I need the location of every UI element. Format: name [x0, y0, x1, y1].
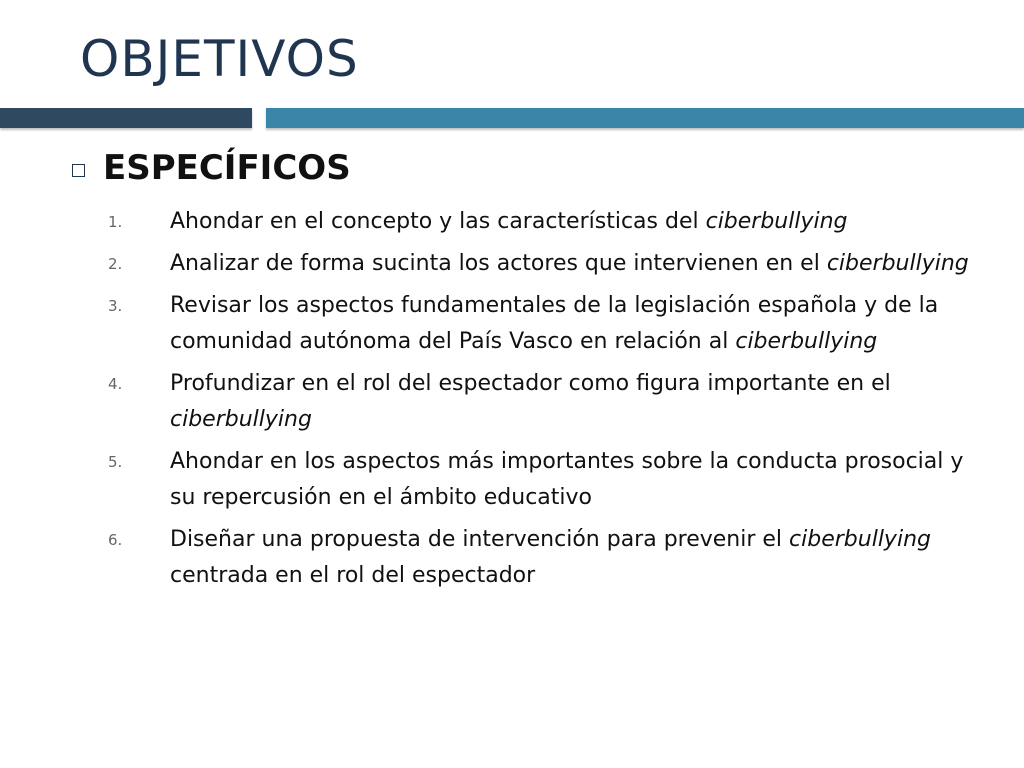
list-item-number: 3.	[108, 297, 123, 315]
list-item-number: 1.	[108, 213, 123, 231]
list-item-number: 6.	[108, 531, 123, 549]
list-item	[108, 288, 978, 360]
list-item	[108, 444, 978, 516]
list-item-term: ciberbullying	[705, 209, 848, 234]
section-heading-row	[72, 148, 351, 188]
list-item	[108, 366, 978, 438]
list-item-text: Analizar de forma sucinta los actores que intervienen en el	[170, 251, 827, 276]
list-item-text: centrada en el rol del espectador	[170, 563, 536, 588]
list-item-number: 2.	[108, 255, 123, 273]
list-item-term: ciberbullying	[789, 527, 931, 552]
list-item-text: Diseñar una propuesta de intervención para prevenir el	[170, 527, 790, 552]
square-bullet-icon	[72, 164, 85, 177]
list-item	[108, 246, 978, 282]
list-item-term: ciberbullying	[826, 251, 969, 276]
list-item-text: Revisar los aspectos fundamentales de la legislación española y de la comunidad autónoma del País Vasco en relación al	[170, 293, 939, 354]
list-item-number: 4.	[108, 375, 123, 393]
list-item-number: 5.	[108, 453, 123, 471]
section-heading: ESPECÍFICOS	[103, 148, 351, 188]
list-item	[108, 204, 978, 240]
title-underline-bar-left	[0, 108, 252, 128]
list-item-text: Ahondar en los aspectos más importantes sobre la conducta prosocial y su repercusión en el ámbito educativo	[170, 449, 964, 510]
title-underline-bar-right	[266, 108, 1024, 128]
list-item-text: Profundizar en el rol del espectador como figura importante en el	[170, 371, 891, 396]
list-item-term: ciberbullying	[735, 329, 878, 354]
objectives-list	[108, 204, 978, 600]
list-item-text: Ahondar en el concepto y las características del	[170, 209, 706, 234]
list-item	[108, 522, 978, 594]
slide-title: OBJETIVOS	[80, 30, 359, 88]
list-item-term: ciberbullying	[170, 407, 312, 432]
